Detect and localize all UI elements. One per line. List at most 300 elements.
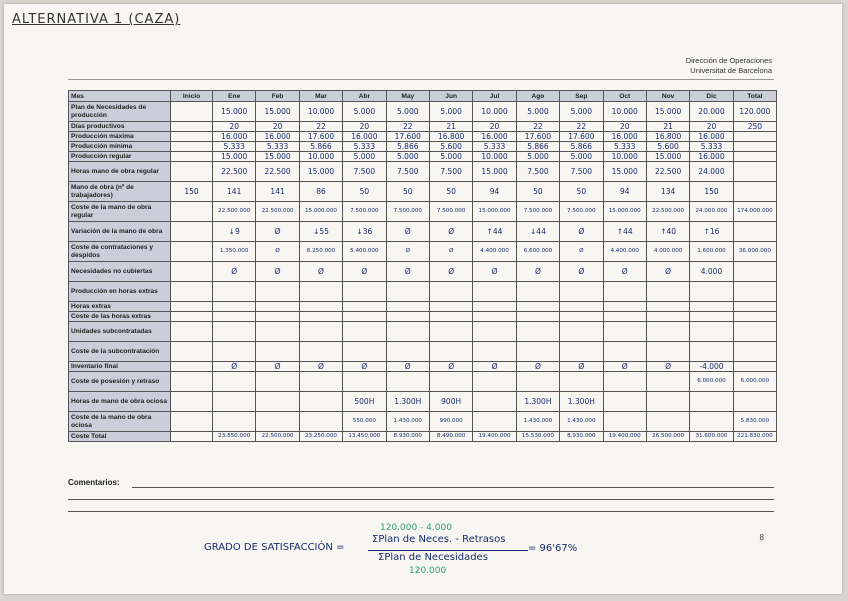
table-cell: 15.000 (213, 152, 256, 162)
table-cell: 26.500.000 (646, 432, 689, 442)
table-cell: 4.000.000 (646, 242, 689, 262)
table-cell: 50 (429, 182, 472, 202)
table-cell (646, 302, 689, 312)
table-row (69, 392, 777, 412)
table-cell: 6.000.000 (690, 372, 733, 392)
table-cell (429, 372, 472, 392)
column-header: Dic (690, 91, 733, 102)
table-cell (386, 372, 429, 392)
table-cell: 50 (386, 182, 429, 202)
table-row (69, 222, 777, 242)
row-label: Horas mano de obra regular (69, 162, 171, 182)
table-cell: 15.000 (256, 152, 299, 162)
table-cell (560, 372, 603, 392)
table-cell (516, 282, 559, 302)
table-cell: 174.000.000 (733, 202, 776, 222)
table-cell: 22 (516, 122, 559, 132)
table-cell: 8.930.000 (386, 432, 429, 442)
table-cell (603, 392, 646, 412)
table-cell: 15.000 (646, 102, 689, 122)
table-cell: 20 (256, 122, 299, 132)
table-cell: 10.000 (603, 152, 646, 162)
table-cell: 16.000 (603, 132, 646, 142)
table-cell: 15.000.000 (603, 202, 646, 222)
table-cell: 20 (690, 122, 733, 132)
table-cell: 4.400.000 (473, 242, 516, 262)
table-cell: 20 (343, 122, 386, 132)
column-header: Feb (256, 91, 299, 102)
table-row (69, 362, 777, 372)
table-cell: 15.000 (299, 162, 342, 182)
row-label: Coste de posesión y retraso (69, 372, 171, 392)
table-cell (646, 372, 689, 392)
table-cell: ↑40 (646, 222, 689, 242)
table-cell: Ø (429, 262, 472, 282)
row-label: Variación de la mano de obra (69, 222, 171, 242)
table-cell: Ø (646, 362, 689, 372)
table-cell: 120.000 (733, 102, 776, 122)
table-cell: ↓55 (299, 222, 342, 242)
table-cell (256, 322, 299, 342)
table-cell: 7.500 (429, 162, 472, 182)
formula-denominator: ΣPlan de Necesidades (378, 552, 488, 563)
table-cell (429, 282, 472, 302)
table-cell (171, 432, 213, 442)
table-cell: 5.000 (560, 102, 603, 122)
table-cell: Ø (516, 262, 559, 282)
table-cell (733, 262, 776, 282)
table-cell: 6.600.000 (516, 242, 559, 262)
table-cell (473, 302, 516, 312)
table-cell: Ø (299, 262, 342, 282)
numerator-note: 120.000 - 4.000 (380, 523, 452, 533)
table-cell: 20.000 (690, 102, 733, 122)
table-cell: 7.500.000 (516, 202, 559, 222)
row-label: Coste de la mano de obra regular (69, 202, 171, 222)
table-cell (256, 342, 299, 362)
table-cell: Ø (256, 222, 299, 242)
table-cell (386, 282, 429, 302)
comments-line (132, 487, 774, 488)
denominator-note: 120.000 (409, 566, 447, 576)
table-cell: 19.400.000 (603, 432, 646, 442)
table-cell: 990.000 (429, 412, 472, 432)
table-cell: Ø (386, 262, 429, 282)
table-row (69, 302, 777, 312)
table-cell: 141 (213, 182, 256, 202)
table-cell (343, 342, 386, 362)
table-cell: Ø (646, 262, 689, 282)
table-cell: ↓36 (343, 222, 386, 242)
table-cell (171, 102, 213, 122)
table-cell (603, 412, 646, 432)
table-cell: 22.500 (256, 162, 299, 182)
table-cell (646, 312, 689, 322)
table-cell (299, 322, 342, 342)
table-cell (646, 342, 689, 362)
table-cell: 19.400.000 (473, 432, 516, 442)
column-header: Oct (603, 91, 646, 102)
column-header: Jun (429, 91, 472, 102)
table-cell: 15.000.000 (473, 202, 516, 222)
table-cell: Ø (429, 362, 472, 372)
table-cell: 16.800 (429, 132, 472, 142)
row-label: Coste de las horas extras (69, 312, 171, 322)
table-cell (213, 322, 256, 342)
table-cell (733, 182, 776, 202)
table-cell (256, 302, 299, 312)
table-cell (603, 302, 646, 312)
table-cell (386, 342, 429, 362)
table-cell (733, 302, 776, 312)
row-label: Inventario final (69, 362, 171, 372)
table-cell: Ø (603, 362, 646, 372)
row-label: Coste Total (69, 432, 171, 442)
table-cell (299, 312, 342, 322)
table-cell: 7.500.000 (386, 202, 429, 222)
table-cell: 22.500.000 (256, 202, 299, 222)
table-cell: Ø (386, 362, 429, 372)
table-cell (171, 342, 213, 362)
table-cell: 150 (171, 182, 213, 202)
table-cell (299, 392, 342, 412)
table-cell: 16.000 (690, 152, 733, 162)
table-cell: 134 (646, 182, 689, 202)
table-cell (560, 342, 603, 362)
table-cell: 16.000 (343, 132, 386, 142)
column-header: Ago (516, 91, 559, 102)
table-cell: 7.500 (343, 162, 386, 182)
row-label: Días productivos (69, 122, 171, 132)
table-cell (646, 282, 689, 302)
table-cell: 5.333 (343, 142, 386, 152)
comments-line (68, 499, 774, 500)
table-cell (603, 282, 646, 302)
table-cell (171, 302, 213, 312)
table-cell: 8.490.000 (429, 432, 472, 442)
table-cell (733, 282, 776, 302)
table-cell: 5.000 (516, 152, 559, 162)
table-cell: ↓44 (516, 222, 559, 242)
table-cell (646, 412, 689, 432)
row-label: Horas extras (69, 302, 171, 312)
column-header: Mes (69, 91, 171, 102)
table-cell: 5.000 (429, 152, 472, 162)
table-cell: 1.430.000 (386, 412, 429, 432)
table-cell: 221.830.000 (733, 432, 776, 442)
table-cell: 550.000 (343, 412, 386, 432)
table-cell (516, 342, 559, 362)
row-label: Coste de contrataciones y despidos (69, 242, 171, 262)
table-cell: 5.600 (429, 142, 472, 152)
column-header: Sep (560, 91, 603, 102)
row-label: Coste de la subcontratación (69, 342, 171, 362)
table-cell: 5.000 (386, 152, 429, 162)
table-cell: 5.866 (299, 142, 342, 152)
table-cell: 8.930.000 (560, 432, 603, 442)
table-cell: 141 (256, 182, 299, 202)
table-cell (429, 312, 472, 322)
table-cell: 4.000 (690, 262, 733, 282)
table-cell: 7.500.000 (429, 202, 472, 222)
table-cell (429, 302, 472, 312)
table-cell (473, 342, 516, 362)
table-cell: 1.300H (516, 392, 559, 412)
formula-result: = 96'67% (528, 543, 578, 554)
table-cell: 24.000.000 (690, 202, 733, 222)
table-cell: Ø (256, 262, 299, 282)
table-cell: 5.333 (256, 142, 299, 152)
table-row (69, 162, 777, 182)
table-header-row (69, 91, 777, 102)
table-cell: 5.000 (560, 152, 603, 162)
table-cell: 24.000 (690, 162, 733, 182)
table-cell: ↓9 (213, 222, 256, 242)
table-cell: 5.400.000 (343, 242, 386, 262)
table-cell (213, 282, 256, 302)
table-cell: 900H (429, 392, 472, 412)
table-cell: 7.500.000 (343, 202, 386, 222)
table-cell: 5.000 (386, 102, 429, 122)
table-cell (603, 322, 646, 342)
table-cell: 5.000 (343, 152, 386, 162)
table-cell (171, 282, 213, 302)
table-cell (646, 322, 689, 342)
table-cell (256, 372, 299, 392)
table-cell: 250 (733, 122, 776, 132)
row-label: Producción regular (69, 152, 171, 162)
table-cell (733, 392, 776, 412)
table-cell (733, 162, 776, 182)
table-cell: 10.000 (603, 102, 646, 122)
aggregate-planning-table (68, 90, 777, 442)
table-cell: 15.000 (473, 162, 516, 182)
table-row (69, 412, 777, 432)
table-cell: 8.250.000 (299, 242, 342, 262)
table-cell: 17.600 (386, 132, 429, 142)
table-cell: 7.500 (386, 162, 429, 182)
table-cell (171, 152, 213, 162)
table-cell: 5.333 (213, 142, 256, 152)
row-label: Producción mínima (69, 142, 171, 152)
table-cell: 13.450.000 (343, 432, 386, 442)
table-cell (473, 322, 516, 342)
table-cell (256, 282, 299, 302)
table-cell: 16.000 (690, 132, 733, 142)
table-cell: Ø (560, 262, 603, 282)
table-cell (473, 312, 516, 322)
page-number: 8 (759, 533, 764, 542)
table-cell: 36.000.000 (733, 242, 776, 262)
table-cell: 22 (560, 122, 603, 132)
table-cell (171, 412, 213, 432)
table-cell: 500H (343, 392, 386, 412)
table-cell: 1.600.000 (690, 242, 733, 262)
table-row (69, 262, 777, 282)
row-label: Horas de mano de obra ociosa (69, 392, 171, 412)
table-cell: 7.500 (516, 162, 559, 182)
table-row (69, 152, 777, 162)
table-cell: 22.500.000 (213, 202, 256, 222)
table-cell: 1.300H (386, 392, 429, 412)
fraction-bar (368, 550, 528, 551)
table-cell: 21 (429, 122, 472, 132)
table-cell (560, 302, 603, 312)
table-row (69, 182, 777, 202)
table-cell: Ø (299, 362, 342, 372)
table-cell: 5.600 (646, 142, 689, 152)
table-cell (386, 312, 429, 322)
table-row (69, 122, 777, 132)
table-cell: 15.530.000 (516, 432, 559, 442)
table-cell: 17.600 (299, 132, 342, 142)
table-cell (603, 312, 646, 322)
table-cell: 10.000 (299, 102, 342, 122)
table-cell (213, 302, 256, 312)
table-cell: 5.000 (516, 102, 559, 122)
table-row (69, 132, 777, 142)
table-row (69, 242, 777, 262)
column-header: Abr (343, 91, 386, 102)
formula-numerator: ΣPlan de Neces. - Retrasos (372, 534, 506, 545)
table-cell: 5.333 (603, 142, 646, 152)
table-cell (343, 282, 386, 302)
table-cell (603, 342, 646, 362)
table-cell (256, 312, 299, 322)
table-cell (386, 322, 429, 342)
table-cell (171, 162, 213, 182)
table-cell (473, 412, 516, 432)
table-cell: 7.500.000 (560, 202, 603, 222)
table-cell (429, 322, 472, 342)
table-cell (343, 302, 386, 312)
table-cell (171, 222, 213, 242)
table-cell: 4.400.000 (603, 242, 646, 262)
table-cell: 31.600.000 (690, 432, 733, 442)
table-cell (171, 132, 213, 142)
table-cell: 50 (516, 182, 559, 202)
table-row (69, 372, 777, 392)
table-cell (171, 142, 213, 152)
table-cell: Ø (386, 222, 429, 242)
table-cell: Ø (213, 362, 256, 372)
table-cell: 7.500 (560, 162, 603, 182)
table-cell: 1.300H (560, 392, 603, 412)
table-cell (343, 312, 386, 322)
table-cell: 5.333 (473, 142, 516, 152)
table-cell: Ø (473, 362, 516, 372)
row-label: Necesidades no cubiertas (69, 262, 171, 282)
comments-label: Comentarios: (68, 478, 120, 487)
table-cell (603, 372, 646, 392)
table-cell: ↑16 (690, 222, 733, 242)
table-cell (733, 152, 776, 162)
table-cell: 150 (690, 182, 733, 202)
table-cell (690, 322, 733, 342)
column-header: Ene (213, 91, 256, 102)
column-header: Nov (646, 91, 689, 102)
table-cell: 86 (299, 182, 342, 202)
table-cell: 22 (299, 122, 342, 132)
table-cell: Ø (343, 262, 386, 282)
table-cell: 50 (343, 182, 386, 202)
table-cell: 20 (213, 122, 256, 132)
table-cell (473, 392, 516, 412)
table-cell (516, 372, 559, 392)
table-cell (690, 282, 733, 302)
table-row (69, 142, 777, 152)
table-row (69, 312, 777, 322)
formula-label: GRADO DE SATISFACCIÓN = (204, 542, 345, 553)
table-cell (171, 202, 213, 222)
page-title: ALTERNATIVA 1 (CAZA) (12, 12, 181, 27)
table-cell: 16.000 (213, 132, 256, 142)
table-cell: 23.250.000 (299, 432, 342, 442)
table-cell: Ø (213, 262, 256, 282)
table-cell (560, 282, 603, 302)
table-cell (690, 342, 733, 362)
column-header: Mar (299, 91, 342, 102)
table-row (69, 322, 777, 342)
table-cell (733, 342, 776, 362)
table-cell (171, 322, 213, 342)
table-cell (473, 282, 516, 302)
table-cell (516, 312, 559, 322)
table-cell (213, 312, 256, 322)
comments-line (68, 511, 774, 512)
paper-sheet (4, 4, 842, 594)
table-cell (171, 262, 213, 282)
table-cell: 10.000 (473, 152, 516, 162)
table-row (69, 432, 777, 442)
table-cell: Ø (560, 222, 603, 242)
table-row (69, 342, 777, 362)
column-header: May (386, 91, 429, 102)
table-cell (171, 242, 213, 262)
table-cell: Ø (560, 242, 603, 262)
table-cell: 94 (603, 182, 646, 202)
table-cell: 22.500 (646, 162, 689, 182)
table-cell: Ø (516, 362, 559, 372)
column-header: Total (733, 91, 776, 102)
table-cell: Ø (386, 242, 429, 262)
table-cell: 15.000.000 (299, 202, 342, 222)
table-cell (171, 122, 213, 132)
table-cell (733, 142, 776, 152)
table-cell (213, 372, 256, 392)
table-cell (733, 322, 776, 342)
table-cell: 21 (646, 122, 689, 132)
table-cell: 22.500 (213, 162, 256, 182)
table-cell: Ø (343, 362, 386, 372)
table-cell: 23.850.000 (213, 432, 256, 442)
table-cell (299, 282, 342, 302)
table-cell (299, 342, 342, 362)
table-cell: 22.500.000 (256, 432, 299, 442)
table-cell (516, 302, 559, 312)
table-cell (733, 362, 776, 372)
table-cell: ↑44 (473, 222, 516, 242)
table-cell (299, 302, 342, 312)
table-cell (429, 342, 472, 362)
column-header: Inicio (171, 91, 213, 102)
table-cell: 22 (386, 122, 429, 132)
table-cell: 17.600 (516, 132, 559, 142)
table-cell: 1.430.000 (560, 412, 603, 432)
table-cell: 15.000 (256, 102, 299, 122)
table-cell (171, 362, 213, 372)
table-cell: Ø (256, 362, 299, 372)
